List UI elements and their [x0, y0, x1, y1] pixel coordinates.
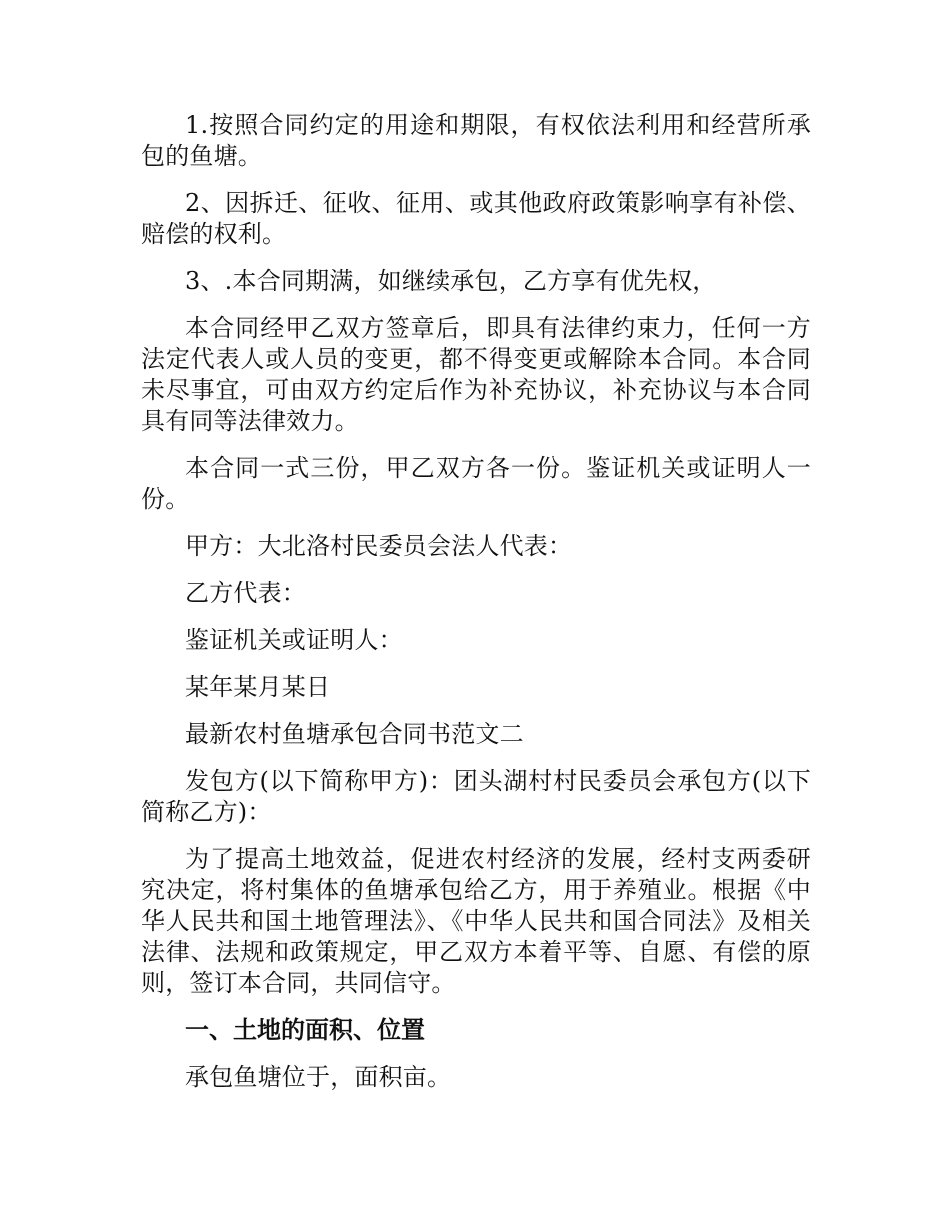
section-heading-1: 一、土地的面积、位置 [185, 1016, 425, 1044]
paragraph-rights-3: 3、.本合同期满，如继续承包，乙方享有优先权， [185, 267, 717, 295]
paragraph-copies: 本合同一式三份，甲乙双方各一份。鉴证机关或证明人一份。 [141, 454, 811, 513]
signature-party-a: 甲方：大北洛村民委员会法人代表： [185, 532, 573, 560]
paragraph-parties: 发包方(以下简称甲方)：团头湖村村民委员会承包方(以下简称乙方)： [141, 767, 811, 826]
signature-witness: 鉴证机关或证明人： [185, 626, 403, 654]
document-title-2: 最新农村鱼塘承包合同书范文二 [185, 720, 524, 748]
document-page [141, 110, 811, 1109]
paragraph-rights-2: 2、因拆迁、征收、征用、或其他政府政策影响享有补偿、赔偿的权利。 [141, 189, 811, 248]
paragraph-area-location: 承包鱼塘位于，面积亩。 [185, 1063, 452, 1091]
paragraph-legal-effect: 本合同经甲乙双方签章后，即具有法律约束力，任何一方法定代表人或人员的变更，都不得变更或解除本合同。本合同未尽事宜，可由双方约定后作为补充协议，补充协议与本合同具有同等法律效力。 [141, 314, 811, 435]
paragraph-purpose: 为了提高土地效益，促进农村经济的发展，经村支两委研究决定，将村集体的鱼塘承包给乙方，用于养殖业。根据《中华人民共和国土地管理法》、《中华人民共和国合同法》及相关法律、法规和政策规定，甲乙双方本着平等、自愿、有偿的原则，签订本合同，共同信守。 [141, 845, 811, 997]
signature-date: 某年某月某日 [185, 673, 331, 701]
paragraph-rights-1: 1.按照合同约定的用途和期限，有权依法利用和经营所承包的鱼塘。 [141, 111, 811, 170]
signature-party-b: 乙方代表： [185, 579, 306, 607]
